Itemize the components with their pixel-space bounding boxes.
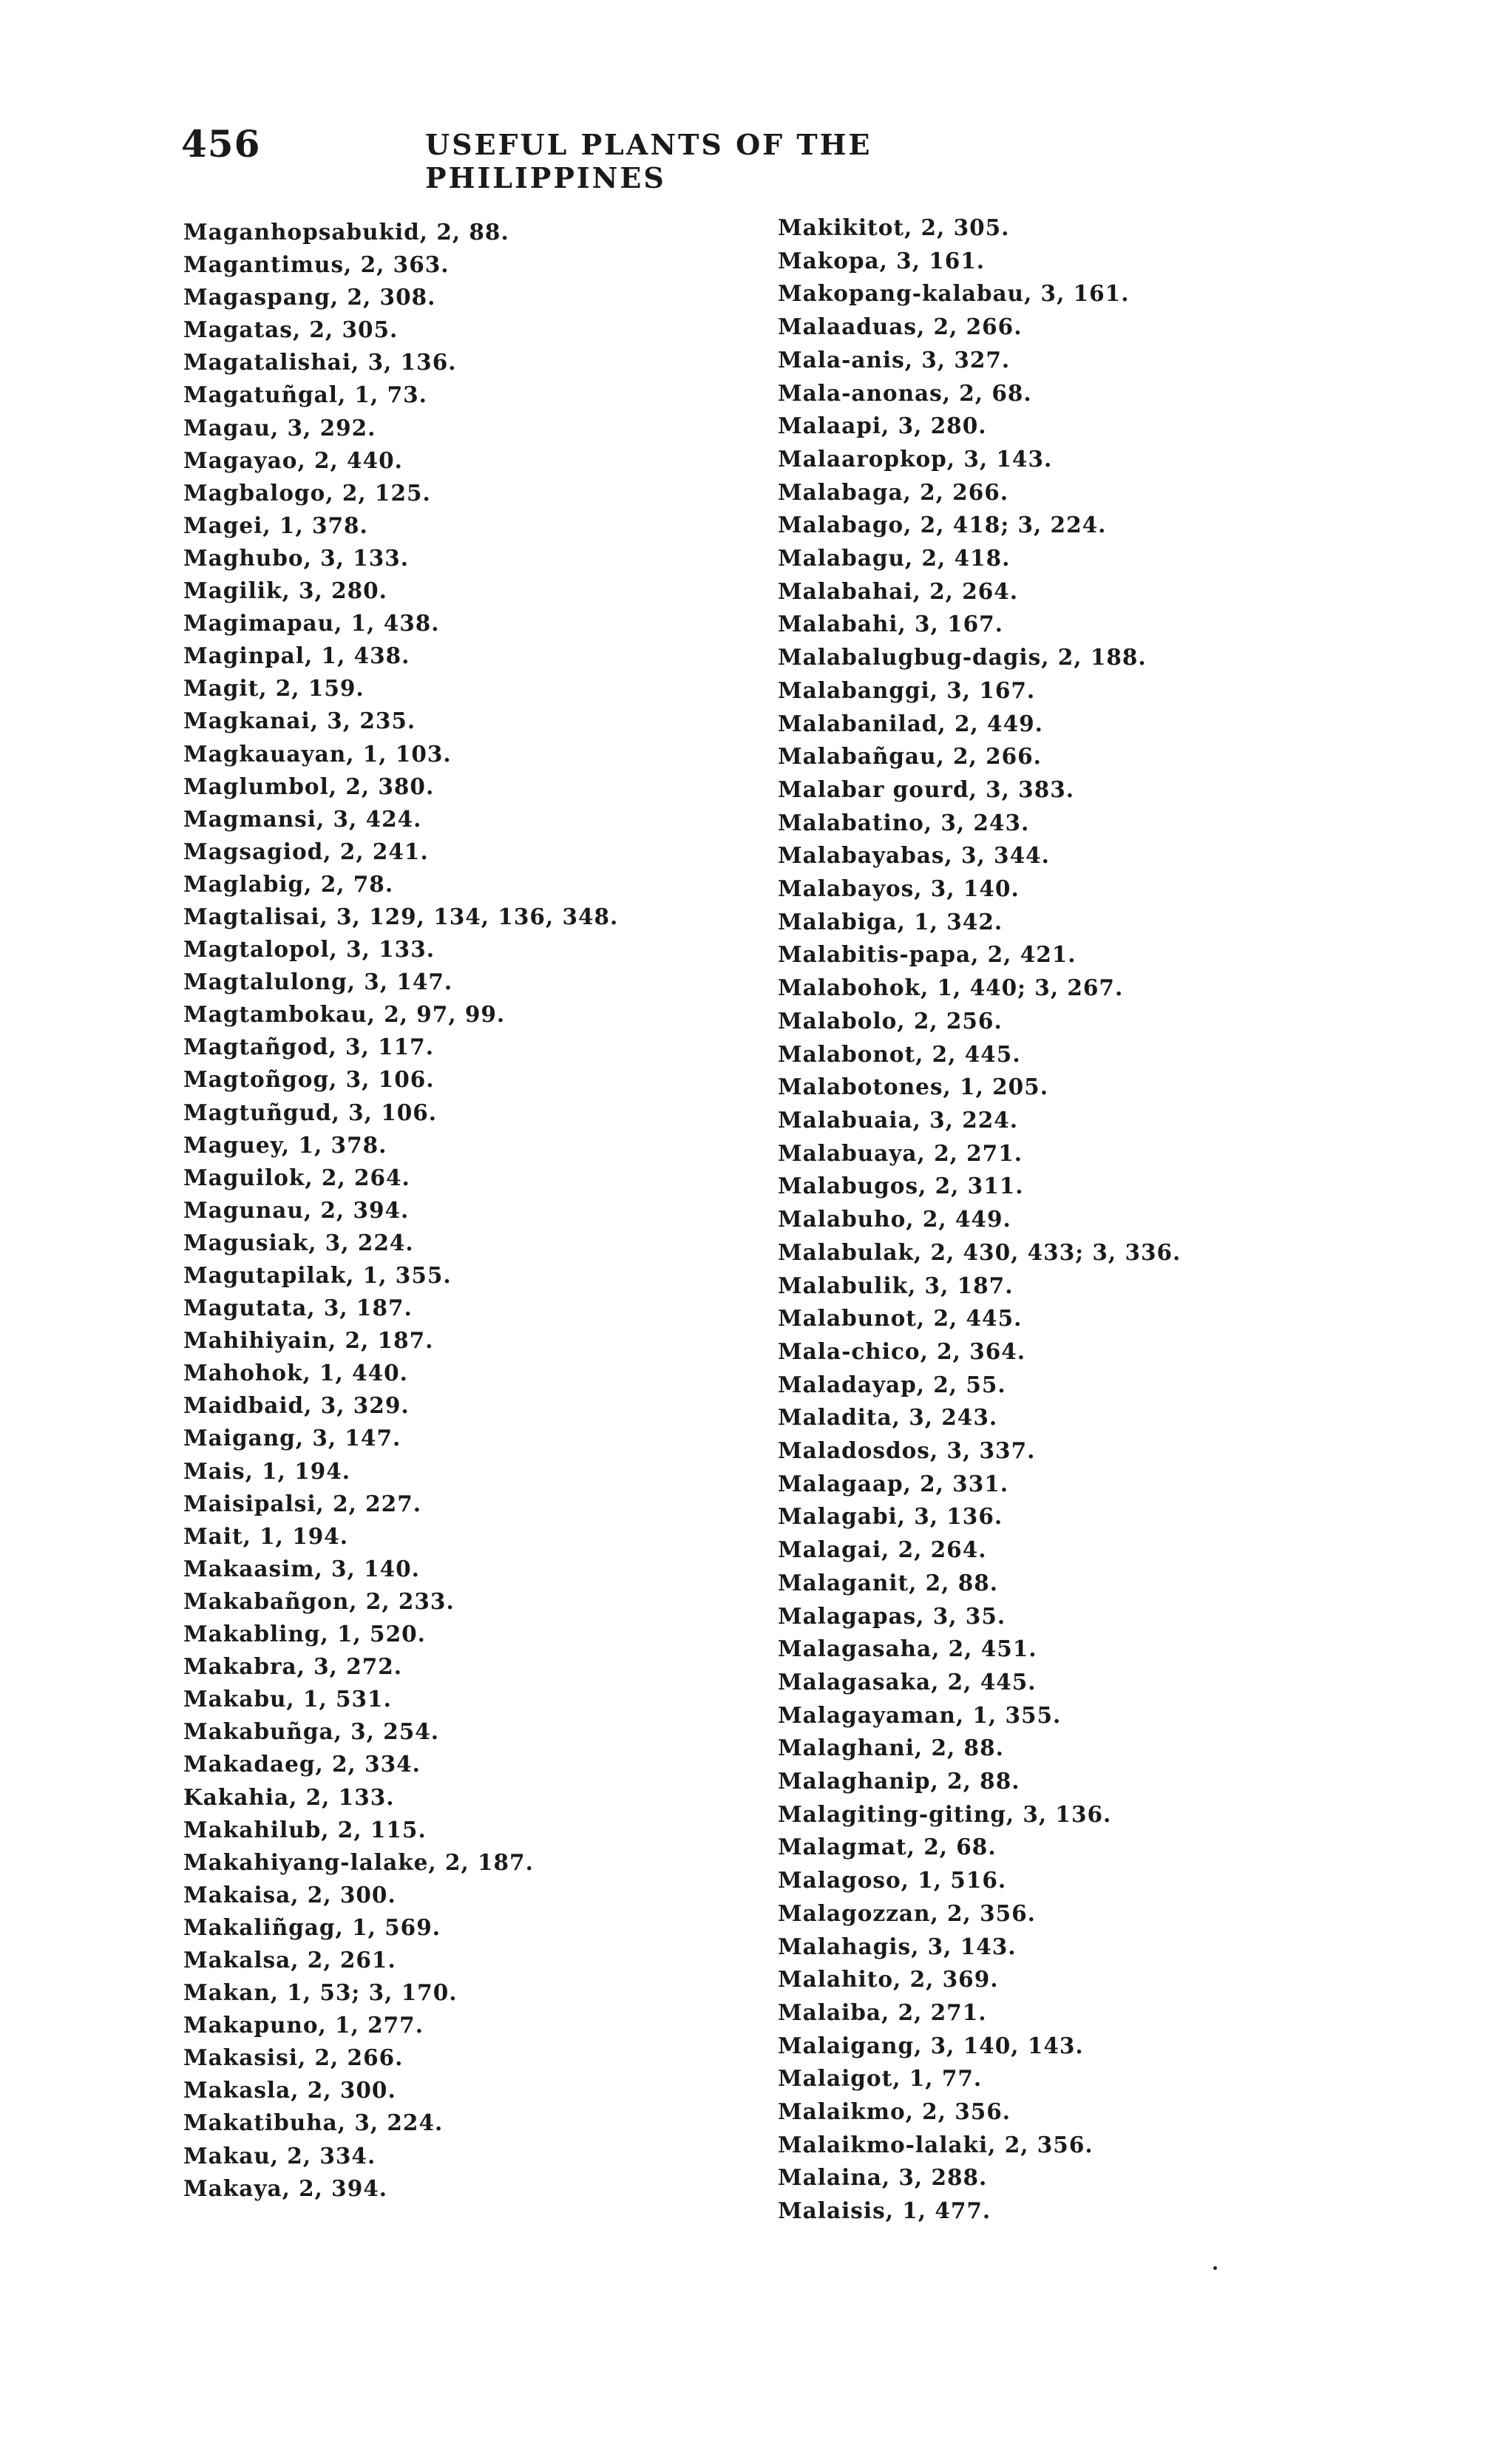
index-entry: Makabuñga, 3, 254. [183, 1718, 440, 1745]
index-entry: Malagiting-giting, 3, 136. [778, 1800, 1112, 1827]
index-entry: Makabling, 1, 520. [183, 1621, 426, 1647]
index-entry: Mait, 1, 194. [183, 1522, 349, 1549]
index-entry: Malagaap, 2, 331. [778, 1470, 1009, 1497]
index-entry: Malabulik, 3, 187. [778, 1272, 1014, 1298]
index-entry: Maladita, 3, 243. [778, 1404, 998, 1431]
index-entry: Maidbaid, 3, 329. [183, 1392, 410, 1419]
index-entry: Malaikmo-lalaki, 2, 356. [778, 2131, 1094, 2158]
index-entry: Makasla, 2, 300. [183, 2077, 396, 2104]
index-entry: Malagmat, 2, 68. [778, 1834, 997, 1860]
index-entry: Magtambokau, 2, 97, 99. [183, 1001, 506, 1028]
index-entry: Maladayap, 2, 55. [778, 1371, 1006, 1397]
index-entry: Malabahai, 2, 264. [778, 577, 1019, 604]
index-entry: Malabaga, 2, 266. [778, 478, 1009, 505]
index-entry: Malabotones, 1, 205. [778, 1074, 1048, 1100]
index-entry: Malahagis, 3, 143. [778, 1933, 1017, 1959]
index-entry: Malabago, 2, 418; 3, 224. [778, 512, 1107, 538]
index-entry: Mala-chico, 2, 364. [778, 1338, 1026, 1364]
index-entry: Makahiyang-lalake, 2, 187. [183, 1848, 534, 1875]
index-entry: Makabra, 3, 272. [183, 1653, 403, 1680]
index-entry: Makaisa, 2, 300. [183, 1881, 396, 1908]
index-entry: Malaikmo, 2, 356. [778, 2098, 1011, 2125]
index-entry: Makau, 2, 334. [183, 2142, 376, 2169]
index-entry: Maladosdos, 3, 337. [778, 1437, 1036, 1464]
index-entry: Malabunot, 2, 445. [778, 1305, 1023, 1332]
index-entry: Malaiba, 2, 271. [778, 1999, 987, 2025]
index-entry: Makabu, 1, 531. [183, 1686, 392, 1712]
index-entry: Mahohok, 1, 440. [183, 1360, 408, 1386]
index-entry: Magatalishai, 3, 136. [183, 349, 457, 376]
index-entry: Malagasaha, 2, 451. [778, 1636, 1037, 1662]
index-entry: Magbalogo, 2, 125. [183, 479, 431, 506]
index-entry: Mala-anis, 3, 327. [778, 346, 1011, 373]
index-entry: Magmansi, 3, 424. [183, 805, 422, 832]
index-entry: Malabuaia, 3, 224. [778, 1106, 1019, 1133]
index-entry: Maganhopsabukid, 2, 88. [183, 219, 509, 245]
index-entry: Magtalopol, 3, 133. [183, 936, 435, 963]
index-entry: Makopang-kalabau, 3, 161. [778, 280, 1130, 307]
index-entry: Malabanggi, 3, 167. [778, 677, 1036, 703]
index-entry: Makaya, 2, 394. [183, 2175, 388, 2201]
index-entry: Magimapau, 1, 438. [183, 610, 440, 637]
index-entry: Malabagu, 2, 418. [778, 545, 1011, 572]
index-entry: Makan, 1, 53; 3, 170. [183, 1979, 458, 2006]
index-entry: Magayao, 2, 440. [183, 447, 403, 473]
index-entry: Magusiak, 3, 224. [183, 1229, 414, 1255]
index-entry: Magantimus, 2, 363. [183, 251, 450, 278]
index-column-right [778, 211, 1369, 2228]
index-entry: Maguilok, 2, 264. [183, 1164, 410, 1190]
index-entry: Malaaduas, 2, 266. [778, 314, 1023, 340]
index-entry: Malaganit, 2, 88. [778, 1569, 999, 1596]
index-entry: Magau, 3, 292. [183, 414, 376, 441]
index-entry: Makabañgon, 2, 233. [183, 1587, 455, 1614]
index-entry: Magkanai, 3, 235. [183, 708, 416, 734]
index-entry: Malaisis, 1, 477. [778, 2197, 991, 2224]
index-entry: Makaasim, 3, 140. [183, 1555, 420, 1582]
index-entry: Makasisi, 2, 266. [183, 2044, 404, 2071]
index-entry: Malagasaka, 2, 445. [778, 1668, 1037, 1695]
index-entry: Magutata, 3, 187. [183, 1295, 413, 1321]
index-entry: Malabuho, 2, 449. [778, 1206, 1011, 1233]
index-entry: Malaigang, 3, 140, 143. [778, 2032, 1084, 2058]
index-entry: Magatas, 2, 305. [183, 316, 399, 343]
index-entry: Magsagiod, 2, 241. [183, 838, 429, 864]
index-entry: Malagabi, 3, 136. [778, 1503, 1003, 1530]
index-entry: Magtuñgud, 3, 106. [183, 1099, 438, 1125]
index-entry: Makikitot, 2, 305. [778, 214, 1010, 240]
index-entry: Mala-anonas, 2, 68. [778, 379, 1032, 406]
index-entry: Maglumbol, 2, 380. [183, 773, 435, 799]
page-header [181, 122, 1098, 194]
index-entry: Malabohok, 1, 440; 3, 267. [778, 975, 1124, 1001]
index-column-left [183, 216, 775, 2205]
index-entry: Malabahi, 3, 167. [778, 611, 1003, 637]
index-entry: Mais, 1, 194. [183, 1457, 351, 1484]
index-entry: Malaghanip, 2, 88. [778, 1768, 1020, 1795]
index-entry: Magei, 1, 378. [183, 512, 368, 538]
index-entry: Makalsa, 2, 261. [183, 1946, 396, 1973]
index-entry: Malaghani, 2, 88. [778, 1735, 1004, 1761]
index-entry: Kakahia, 2, 133. [183, 1783, 395, 1810]
index-entry: Magatuñgal, 1, 73. [183, 382, 427, 408]
index-entry: Malabuaya, 2, 271. [778, 1139, 1023, 1166]
index-entry: Makatibuha, 3, 224. [183, 2109, 444, 2136]
index-entry: Magtalisai, 3, 129, 134, 136, 348. [183, 903, 619, 929]
index-entry: Malagapas, 3, 35. [778, 1602, 1006, 1629]
index-entry: Malabar gourd, 3, 383. [778, 776, 1075, 802]
running-title: USEFUL PLANTS OF THE PHILIPPINES [425, 128, 872, 194]
index-entry: Magit, 2, 159. [183, 675, 365, 702]
index-entry: Malagai, 2, 264. [778, 1536, 987, 1563]
index-entry: Maglabig, 2, 78. [183, 870, 394, 897]
index-entry: Maguey, 1, 378. [183, 1131, 387, 1158]
index-entry: Malabanilad, 2, 449. [778, 710, 1043, 736]
index-entry: Magtalulong, 3, 147. [183, 969, 453, 995]
page-number: 456 [181, 122, 261, 166]
index-entry: Magunau, 2, 394. [183, 1196, 410, 1223]
index-entry: Malahito, 2, 369. [778, 1966, 999, 1993]
index-entry: Magutapilak, 1, 355. [183, 1262, 452, 1288]
index-entry: Malaina, 3, 288. [778, 2164, 988, 2191]
index-entry: Magilik, 3, 280. [183, 577, 387, 604]
index-entry: Malaaropkop, 3, 143. [778, 445, 1053, 472]
print-speck [1213, 2266, 1217, 2270]
index-entry: Makadaeg, 2, 334. [183, 1751, 421, 1778]
index-entry: Malabulak, 2, 430, 433; 3, 336. [778, 1238, 1182, 1265]
index-entry: Malagayaman, 1, 355. [778, 1701, 1062, 1728]
index-entry: Malabayos, 3, 140. [778, 875, 1020, 902]
index-entry: Maghubo, 3, 133. [183, 544, 410, 571]
index-entry: Malabayabas, 3, 344. [778, 842, 1050, 869]
index-entry: Makapuno, 1, 277. [183, 2012, 424, 2039]
index-entry: Malabugos, 2, 311. [778, 1173, 1024, 1199]
index-entry: Malaapi, 3, 280. [778, 413, 987, 439]
index-entry: Malagozzan, 2, 356. [778, 1900, 1036, 1926]
index-entry: Maigang, 3, 147. [183, 1425, 401, 1451]
index-entry: Magtoñgog, 3, 106. [183, 1066, 435, 1093]
index-entry: Malabatino, 3, 243. [778, 809, 1030, 836]
index-entry: Malabiga, 1, 342. [778, 908, 1003, 935]
index-entry: Malabitis-papa, 2, 421. [778, 941, 1077, 968]
index-entry: Malabalugbug-dagis, 2, 188. [778, 644, 1147, 671]
index-entry: Malagoso, 1, 516. [778, 1867, 1007, 1894]
index-entry: Magtañgod, 3, 117. [183, 1034, 434, 1060]
index-entry: Magaspang, 2, 308. [183, 284, 436, 311]
index-entry: Maginpal, 1, 438. [183, 643, 410, 669]
index-entry: Makopa, 3, 161. [778, 247, 986, 274]
index-entry: Malabolo, 2, 256. [778, 1007, 1003, 1034]
index-entry: Magkauayan, 1, 103. [183, 740, 452, 767]
index-entry: Makaliñgag, 1, 569. [183, 1914, 441, 1940]
index-entry: Malabonot, 2, 445. [778, 1040, 1021, 1067]
index-entry: Malaigot, 1, 77. [778, 2065, 983, 2092]
index-entry: Maisipalsi, 2, 227. [183, 1490, 422, 1516]
index-entry: Mahihiyain, 2, 187. [183, 1327, 434, 1354]
index-entry: Malabañgau, 2, 266. [778, 743, 1042, 770]
index-entry: Makahilub, 2, 115. [183, 1816, 427, 1843]
